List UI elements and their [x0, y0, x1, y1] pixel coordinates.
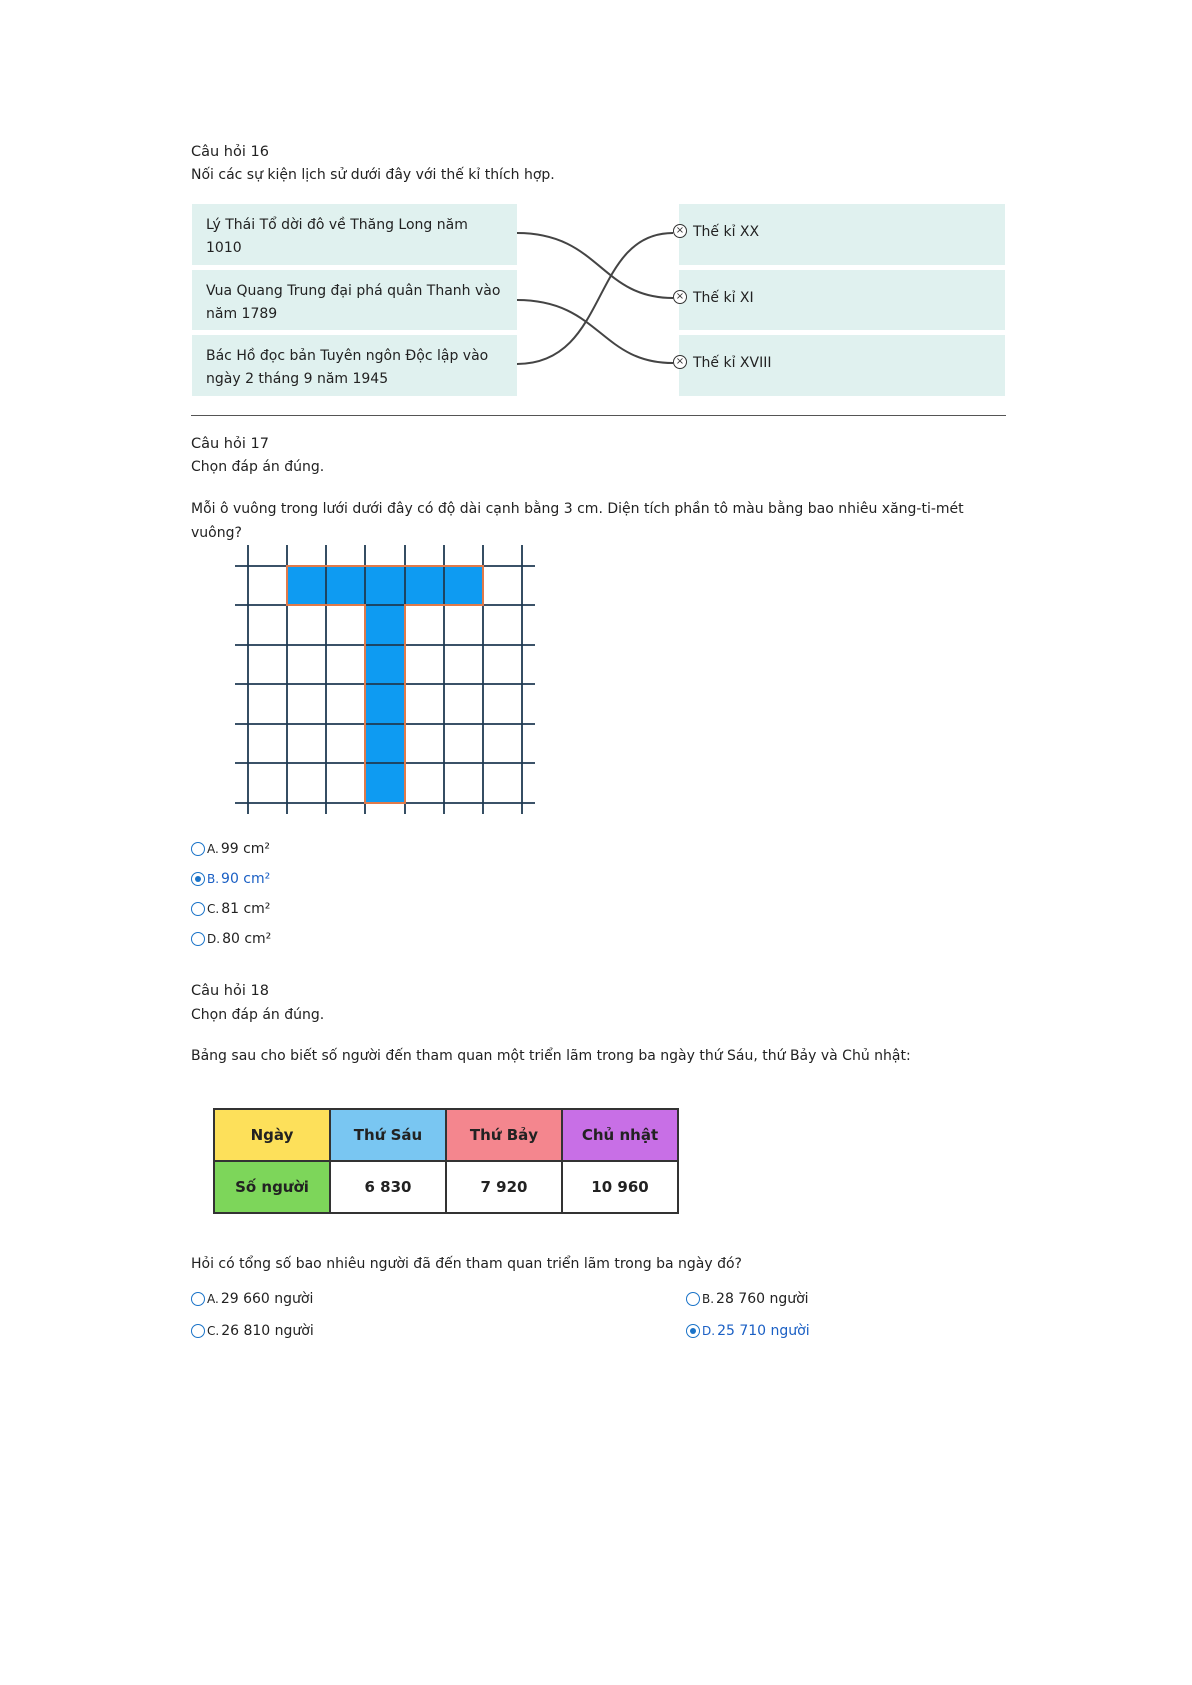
q16-title: Câu hỏi 16 — [191, 144, 269, 160]
remove-match-icon[interactable]: × — [673, 355, 687, 369]
radio-button[interactable] — [191, 1324, 205, 1338]
radio-button[interactable] — [191, 872, 205, 886]
radio-button[interactable] — [686, 1292, 700, 1306]
cell-sunday-count: 10 960 — [562, 1161, 678, 1213]
q17-option-a[interactable] — [191, 841, 270, 857]
option-letter: D. — [207, 932, 221, 946]
q16-connector-lines — [0, 0, 1192, 420]
cell-saturday-count: 7 920 — [446, 1161, 562, 1213]
q18-title: Câu hỏi 18 — [191, 983, 269, 999]
option-value: 29 660 người — [220, 1291, 314, 1307]
header-cell-sunday: Chủ nhật — [562, 1109, 678, 1161]
table-header-row — [214, 1109, 678, 1161]
q16-left-item-1[interactable]: Lý Thái Tổ dời đô về Thăng Long năm 1010 — [192, 204, 517, 265]
q17-option-c[interactable] — [191, 901, 270, 917]
option-letter: D. — [702, 1324, 716, 1338]
q18-option-b[interactable] — [686, 1291, 809, 1307]
option-letter: B. — [207, 872, 220, 886]
option-value: 81 cm² — [221, 901, 271, 917]
option-value: 99 cm² — [220, 841, 271, 857]
q16-right-label-2: Thế kỉ XI — [693, 290, 754, 306]
option-value: 28 760 người — [716, 1291, 809, 1307]
q17-option-d[interactable] — [191, 931, 271, 947]
remove-match-icon[interactable]: × — [673, 290, 687, 304]
option-letter: A. — [207, 1292, 219, 1306]
table-row — [214, 1161, 678, 1213]
visitors-table — [213, 1108, 679, 1214]
q18-instruction: Chọn đáp án đúng. — [191, 1007, 325, 1023]
radio-button[interactable] — [191, 842, 205, 856]
option-letter: C. — [207, 902, 220, 916]
q18-option-c[interactable] — [191, 1323, 314, 1339]
radio-button[interactable] — [191, 932, 205, 946]
q16-left-item-3[interactable]: Bác Hồ đọc bản Tuyên ngôn Độc lập vào ngày 2 tháng 9 năm 1945 — [192, 335, 517, 396]
q16-right-label-3: Thế kỉ XVIII — [693, 355, 772, 371]
q18-option-a[interactable] — [191, 1291, 313, 1307]
q16-left-item-2[interactable]: Vua Quang Trung đại phá quân Thanh vào năm 1789 — [192, 270, 517, 330]
q18-question: Hỏi có tổng số bao nhiêu người đã đến tham quan triển lãm trong ba ngày đó? — [191, 1256, 742, 1272]
row-label-cell: Số người — [214, 1161, 330, 1213]
radio-button[interactable] — [191, 1292, 205, 1306]
header-cell-saturday: Thứ Bảy — [446, 1109, 562, 1161]
option-value: 80 cm² — [222, 931, 272, 947]
q18-option-d[interactable] — [686, 1323, 810, 1339]
option-letter: A. — [207, 842, 219, 856]
option-value: 25 710 người — [717, 1323, 810, 1339]
q16-instruction: Nối các sự kiện lịch sử dưới đây với thế kỉ thích hợp. — [191, 167, 555, 183]
q17-title: Câu hỏi 17 — [191, 436, 269, 452]
radio-button[interactable] — [191, 902, 205, 916]
option-value: 26 810 người — [221, 1323, 314, 1339]
connector-line — [517, 233, 673, 298]
q16-right-label-1: Thế kỉ XX — [693, 224, 760, 240]
option-letter: B. — [702, 1292, 715, 1306]
q17-grid-figure — [220, 540, 540, 820]
option-letter: C. — [207, 1324, 220, 1338]
q17-option-b[interactable] — [191, 871, 270, 887]
connector-line — [517, 300, 673, 363]
radio-button[interactable] — [686, 1324, 700, 1338]
header-cell-friday: Thứ Sáu — [330, 1109, 446, 1161]
section-divider — [191, 415, 1006, 416]
connector-line — [517, 233, 673, 364]
option-value: 90 cm² — [221, 871, 271, 887]
header-cell-day: Ngày — [214, 1109, 330, 1161]
remove-match-icon[interactable]: × — [673, 224, 687, 238]
q17-question: Mỗi ô vuông trong lưới dưới đây có độ dài cạnh bằng 3 cm. Diện tích phần tô màu bằng bao nhiêu xăng-ti-mét vuông? — [191, 501, 964, 541]
q18-intro: Bảng sau cho biết số người đến tham quan một triển lãm trong ba ngày thứ Sáu, thứ Bảy và Chủ nhật: — [191, 1048, 911, 1064]
q17-instruction: Chọn đáp án đúng. — [191, 459, 325, 475]
cell-friday-count: 6 830 — [330, 1161, 446, 1213]
